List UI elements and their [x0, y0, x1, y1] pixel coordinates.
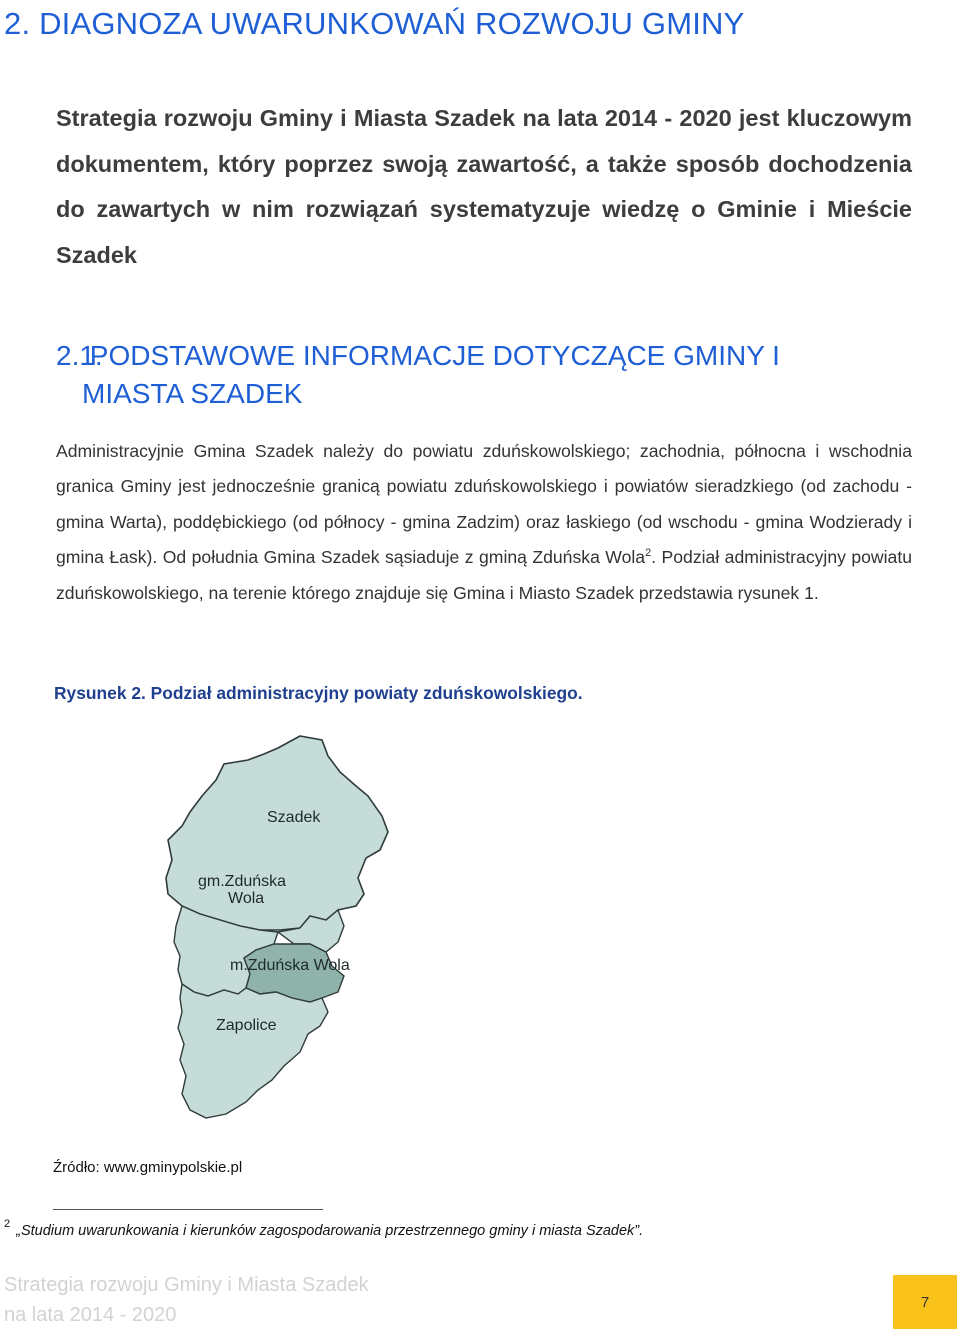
- page-number-badge: [893, 1275, 957, 1329]
- footnote: [4, 1218, 643, 1239]
- footer-line2: na lata 2014 - 2020: [4, 1304, 177, 1326]
- page-number: 7: [920, 1293, 930, 1311]
- map-region-szadek: [166, 736, 388, 930]
- footer-line1: Strategia rozwoju Gminy i Miasta Szadek: [4, 1274, 369, 1296]
- chapter-title: 2. DIAGNOZA UWARUNKOWAŃ ROZWOJU GMINY: [4, 6, 745, 41]
- map-region-zapolice: [178, 984, 328, 1118]
- footer-document-title: [4, 1270, 369, 1330]
- section-title-line1: PODSTAWOWE INFORMACJE DOTYCZĄCE GMINY I: [89, 340, 780, 371]
- map-label-gm-zdunska-line1: gm.Zduńska: [198, 873, 287, 890]
- map-label-szadek: Szadek: [267, 809, 321, 826]
- intro-paragraph: Strategia rozwoju Gminy i Miasta Szadek na lata 2014 - 2020 jest kluczowym dokumentem, który poprzez swoją zawartość, a także sposób dochodzenia do zawartych w nim rozwiązań systematyzuje wiedzę o Gminie i Mieście Szadek: [56, 105, 912, 268]
- figure-caption: Rysunek 2. Podział administracyjny powiaty zduńskowolskiego.: [54, 683, 583, 703]
- body-part1: Administracyjnie Gmina Szadek należy do powiatu zduńskowolskiego; zachodnia, północna i wschodnia granica Gminy jest jednocześnie granicą powiatu zduńskowolskiego i powiatów sieradzkiego (od zachodu - gmina Warta), poddębickiego (od północy - gmina Zadzim) oraz łaskiego (od wschodu - gmina Wodzierady i gmina Łask). Od południa Gmina Szadek sąsiaduje z gminą Zduńska Wola: [56, 441, 912, 568]
- map-label-zapolice: Zapolice: [216, 1017, 277, 1034]
- body-part2: . Podział administracyjny powiatu zduńskowolskiego, na terenie którego znajduje się Gmina i Miasto Szadek przedstawia rysunek 1.: [56, 547, 912, 603]
- map-label-gm-zdunska-line2: Wola: [228, 890, 265, 907]
- map-label-m-zdunska-wola: m.Zduńska Wola: [230, 957, 350, 974]
- figure-source: Źródło: www.gminypolskie.pl: [53, 1159, 243, 1176]
- footnote-reference: 2: [645, 547, 652, 560]
- section-title-line2: MIASTA SZADEK: [82, 378, 303, 409]
- section-number: 2.1.: [56, 340, 103, 371]
- body-paragraph: [56, 434, 912, 611]
- footnote-number: 2: [4, 1218, 11, 1230]
- footnote-text: „Studium uwarunkowania i kierunków zagospodarowania przestrzennego gminy i miasta Szadek”.: [16, 1223, 644, 1239]
- footnote-divider: [53, 1209, 323, 1210]
- section-heading: [56, 337, 916, 413]
- district-map: [160, 730, 400, 1120]
